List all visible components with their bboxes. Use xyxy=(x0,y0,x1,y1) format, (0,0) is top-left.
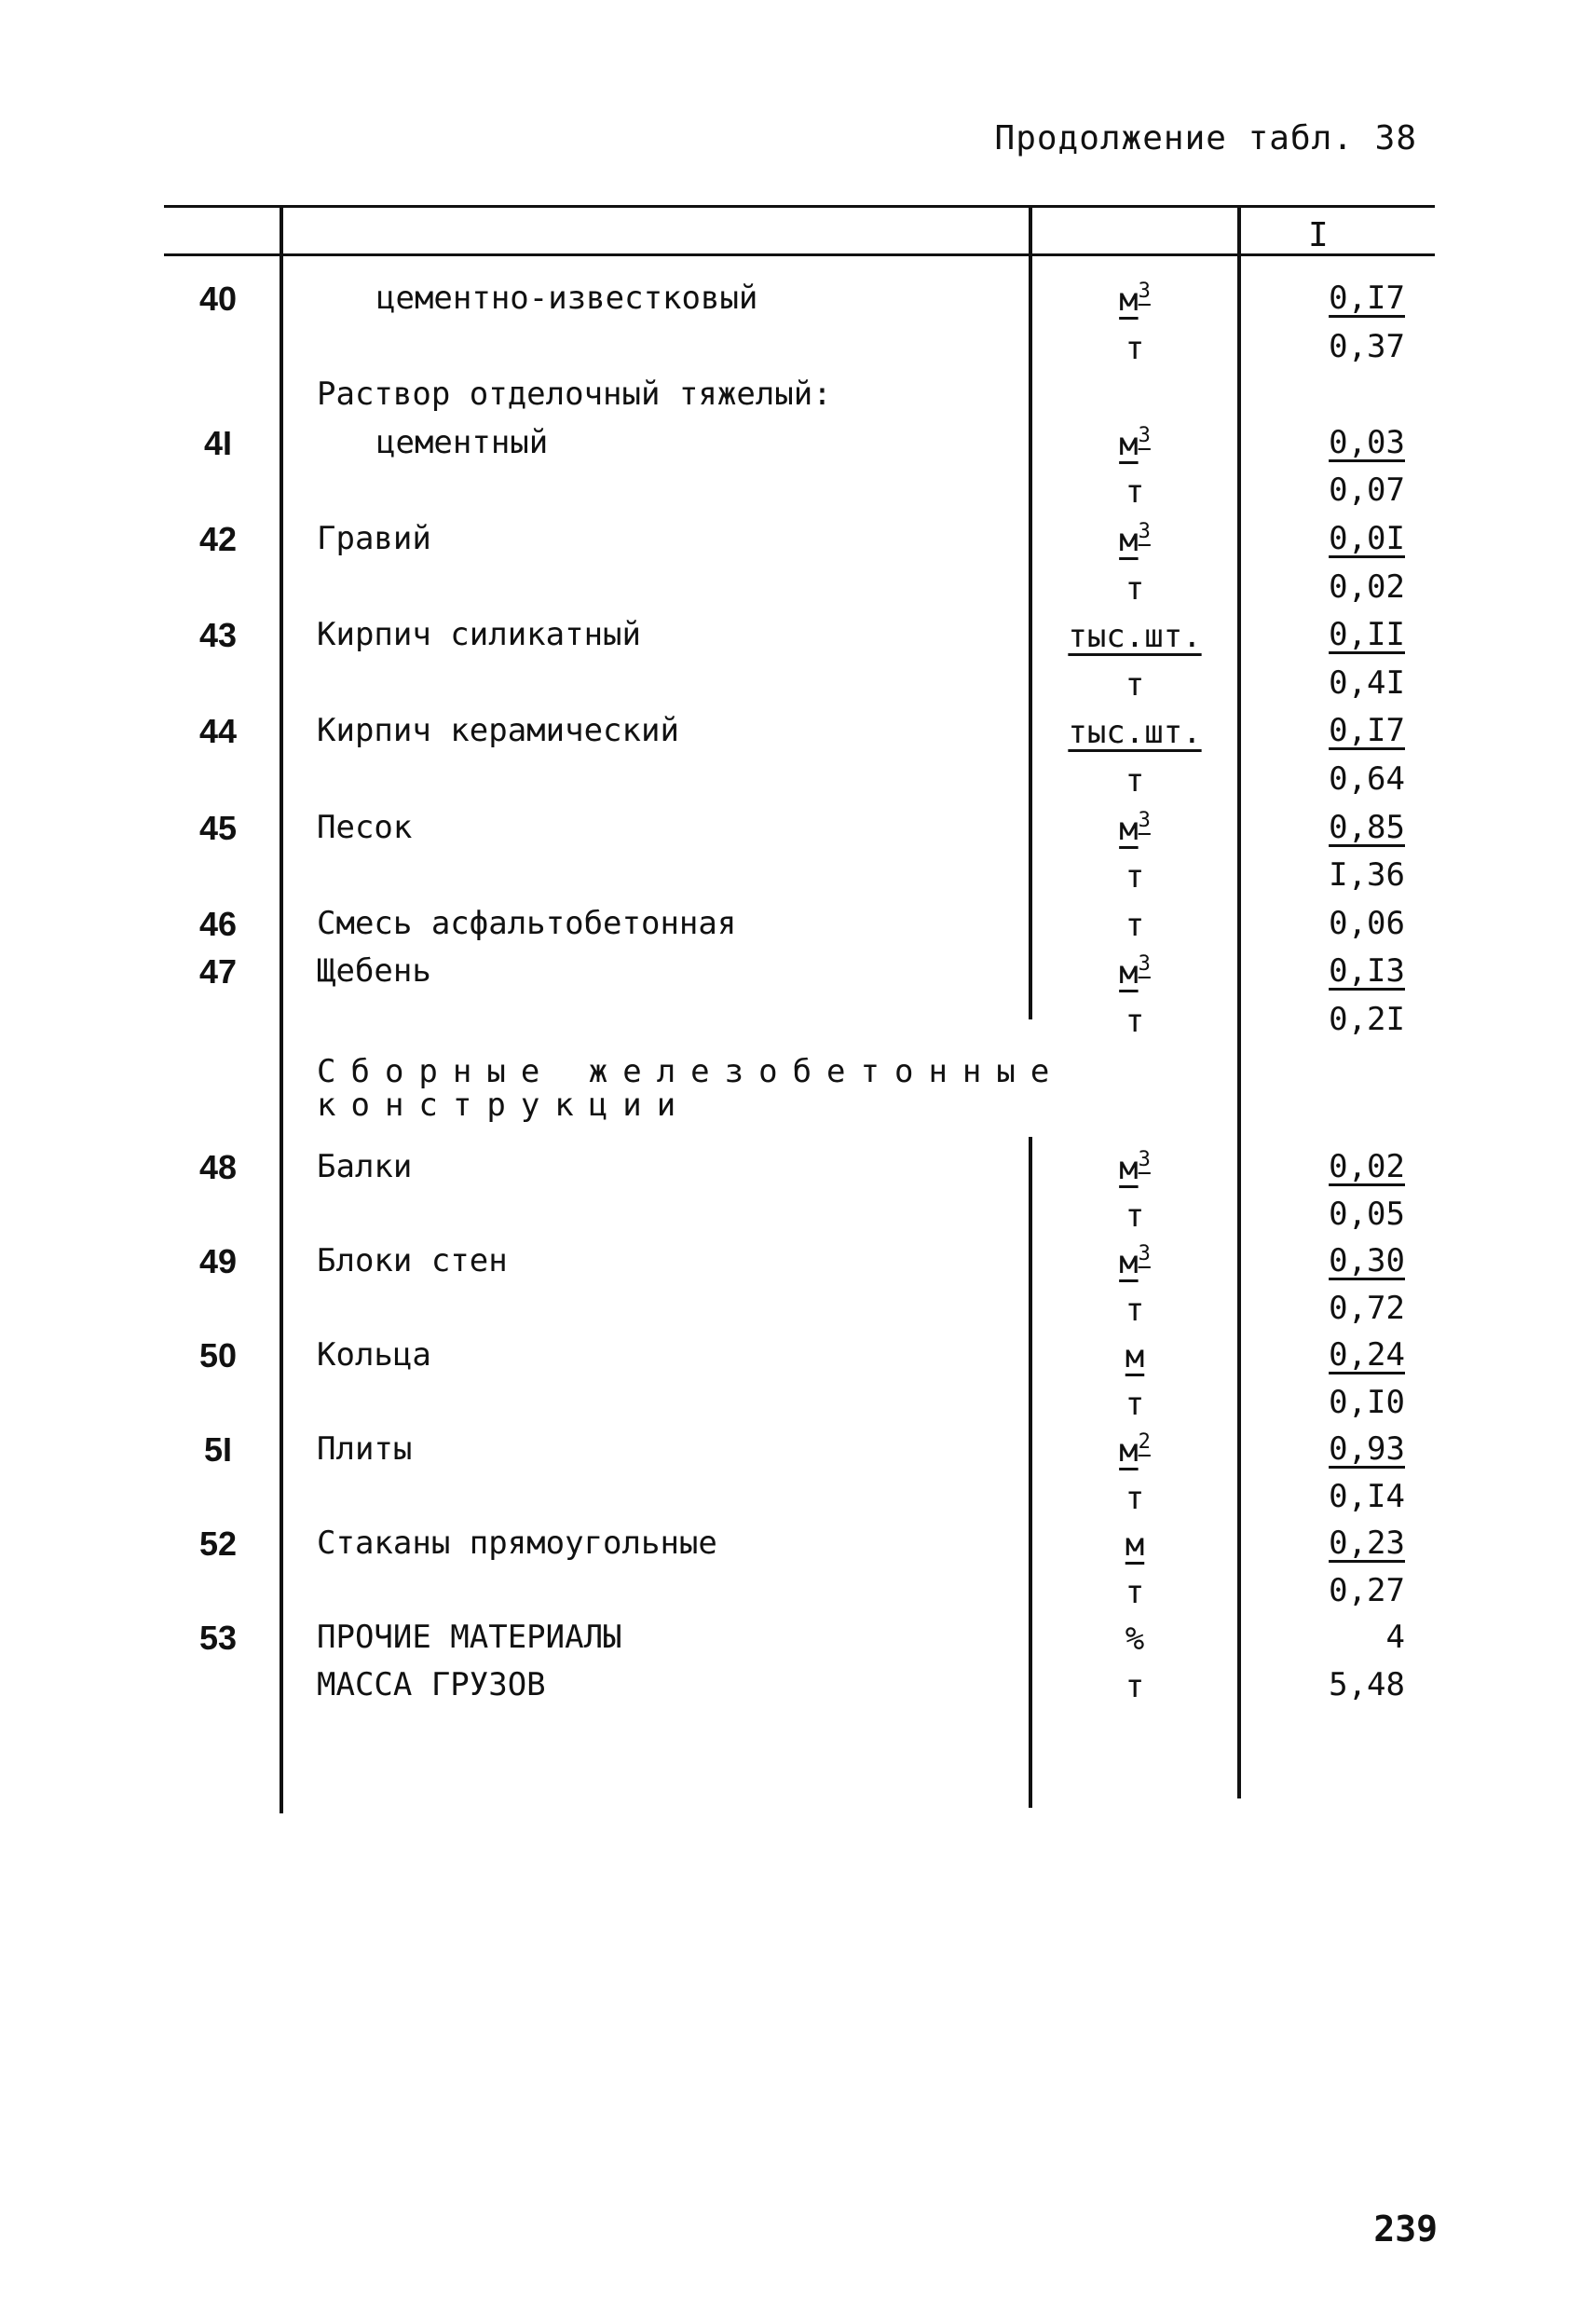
unit-exponent: 3 xyxy=(1138,952,1151,977)
value-text: 0,I0 xyxy=(1329,1383,1405,1421)
row-value xyxy=(1275,856,1405,894)
table-row xyxy=(0,1430,1596,1479)
row-unit xyxy=(1029,760,1241,800)
table-row xyxy=(0,856,1596,905)
row-name: ПРОЧИЕ МАТЕРИАЛЫ xyxy=(317,1619,622,1656)
row-unit xyxy=(1029,1619,1241,1658)
value-text: 0,23 xyxy=(1329,1525,1405,1562)
row-unit xyxy=(1029,1384,1241,1423)
row-unit xyxy=(1029,1336,1241,1375)
unit-text: т xyxy=(1125,762,1145,800)
row-unit xyxy=(1029,1478,1241,1517)
row-name: Стаканы прямоугольные xyxy=(317,1525,717,1562)
unit-exponent: 3 xyxy=(1138,808,1151,832)
row-unit xyxy=(1029,856,1241,896)
row-name: Смесь асфальтобетонная xyxy=(317,904,737,942)
row-number: 5I xyxy=(203,1430,233,1469)
row-unit xyxy=(1029,1572,1241,1611)
table-row xyxy=(0,809,1596,857)
unit-text: т xyxy=(1125,1479,1145,1517)
unit-exponent: 2 xyxy=(1138,1430,1151,1454)
row-name: Песок xyxy=(317,808,413,846)
value-text: 0,4I xyxy=(1329,663,1405,702)
row-unit xyxy=(1029,1242,1241,1281)
section-title: Сборные железобетонные конструкции xyxy=(317,1053,1065,1124)
value-text: 0,93 xyxy=(1329,1430,1405,1468)
row-name: Щебень xyxy=(317,952,431,991)
row-value xyxy=(1275,1242,1405,1279)
row-value xyxy=(1275,1430,1405,1468)
value-text: 0,07 xyxy=(1329,472,1405,510)
unit-text: тыс.шт. xyxy=(1068,618,1202,656)
table-row xyxy=(0,712,1596,760)
value-text: 0,2I xyxy=(1329,1001,1405,1038)
row-number: 45 xyxy=(198,808,238,847)
row-name: Раствор отделочный тяжелый: xyxy=(317,376,832,414)
row-number: 47 xyxy=(198,952,238,991)
row-name: Балки xyxy=(317,1148,413,1185)
row-unit xyxy=(1029,568,1241,608)
value-text: 0,24 xyxy=(1329,1336,1405,1374)
row-number: 49 xyxy=(198,1242,238,1280)
row-unit xyxy=(1029,328,1241,367)
row-number: 48 xyxy=(198,1148,238,1186)
unit-text: т xyxy=(1125,1197,1145,1235)
value-text: 4 xyxy=(1385,1619,1405,1656)
row-value xyxy=(1275,1336,1405,1374)
unit-text: т xyxy=(1125,906,1145,944)
table-row xyxy=(0,1478,1596,1526)
table-row xyxy=(0,1336,1596,1385)
row-unit xyxy=(1029,952,1241,991)
value-text: 0,0I xyxy=(1329,520,1405,557)
value-text: 0,72 xyxy=(1329,1289,1405,1327)
table-row xyxy=(0,1242,1596,1291)
row-unit xyxy=(1029,905,1241,944)
table-row xyxy=(0,1619,1596,1667)
table-row xyxy=(0,905,1596,953)
unit-text: % xyxy=(1125,1620,1145,1658)
row-unit xyxy=(1029,1430,1241,1470)
row-value xyxy=(1275,664,1405,702)
row-value xyxy=(1275,1148,1405,1185)
row-value xyxy=(1275,520,1405,557)
row-number: 44 xyxy=(198,712,238,751)
unit-exponent: 3 xyxy=(1138,520,1151,543)
unit-text: м xyxy=(1119,1432,1139,1470)
unit-text: м xyxy=(1119,522,1139,559)
row-unit xyxy=(1029,280,1241,319)
value-text: I,36 xyxy=(1329,856,1405,895)
row-value xyxy=(1275,568,1405,606)
row-unit xyxy=(1029,1666,1241,1705)
table-row xyxy=(0,328,1596,376)
table-row xyxy=(0,1572,1596,1620)
row-unit xyxy=(1029,424,1241,463)
row-name: Блоки стен xyxy=(317,1242,508,1279)
row-number: 53 xyxy=(198,1619,238,1657)
value-text: 0,06 xyxy=(1329,904,1405,942)
row-value xyxy=(1275,1384,1405,1421)
unit-exponent: 3 xyxy=(1138,1242,1151,1265)
table-row xyxy=(0,376,1596,424)
unit-text: т xyxy=(1125,1573,1145,1611)
value-text: 0,II xyxy=(1329,616,1405,654)
table-row xyxy=(0,616,1596,664)
header-rule xyxy=(164,253,1435,256)
row-unit xyxy=(1029,809,1241,848)
row-name: Гравий xyxy=(317,520,431,557)
unit-exponent: 3 xyxy=(1138,423,1151,447)
unit-text: м xyxy=(1119,1150,1139,1187)
row-number: 46 xyxy=(198,904,238,943)
row-value xyxy=(1275,472,1405,509)
unit-text: т xyxy=(1125,569,1145,608)
row-value xyxy=(1275,809,1405,846)
row-name: Кирпич керамический xyxy=(317,712,679,750)
row-number: 42 xyxy=(198,520,238,558)
unit-text: т xyxy=(1125,665,1145,704)
row-value xyxy=(1275,760,1405,798)
row-value xyxy=(1275,1619,1405,1656)
unit-exponent: 3 xyxy=(1138,280,1151,303)
column-header: I xyxy=(1308,216,1329,254)
row-value xyxy=(1275,616,1405,653)
value-text: 0,05 xyxy=(1329,1195,1405,1233)
table-row xyxy=(0,1666,1596,1715)
row-name: Плиты xyxy=(317,1430,413,1468)
value-text: 0,I7 xyxy=(1329,712,1405,750)
value-text: 0,37 xyxy=(1329,327,1405,365)
row-value xyxy=(1275,1196,1405,1233)
unit-text: т xyxy=(1125,858,1145,896)
row-name: цементный xyxy=(376,423,549,461)
unit-text: м xyxy=(1119,281,1139,319)
unit-text: т xyxy=(1125,1291,1145,1329)
table-row xyxy=(0,1001,1596,1049)
table-row xyxy=(0,520,1596,568)
row-unit xyxy=(1029,1001,1241,1040)
row-unit xyxy=(1029,520,1241,559)
value-text: 0,30 xyxy=(1329,1242,1405,1279)
table-row xyxy=(0,952,1596,1001)
row-value xyxy=(1275,1572,1405,1609)
value-text: 0,64 xyxy=(1329,760,1405,798)
value-text: 0,02 xyxy=(1329,1148,1405,1185)
table-caption: Продолжение табл. 38 xyxy=(994,119,1417,157)
row-value xyxy=(1275,905,1405,942)
table-row xyxy=(0,1290,1596,1338)
row-value xyxy=(1275,1001,1405,1038)
row-number: 43 xyxy=(198,616,238,655)
row-name: цементно-известковый xyxy=(376,280,758,317)
table-row xyxy=(0,760,1596,809)
value-text: 0,I4 xyxy=(1329,1477,1405,1515)
unit-text: т xyxy=(1125,1003,1145,1040)
row-value xyxy=(1275,280,1405,317)
row-number: 40 xyxy=(198,280,238,318)
row-name: Кольца xyxy=(317,1336,431,1374)
table-row xyxy=(0,1525,1596,1573)
row-value xyxy=(1275,1290,1405,1327)
page-number: 239 xyxy=(1373,2208,1438,2249)
unit-text: м xyxy=(1119,1244,1139,1281)
row-unit xyxy=(1029,1148,1241,1187)
row-value xyxy=(1275,328,1405,365)
table-row xyxy=(0,568,1596,617)
row-value xyxy=(1275,952,1405,990)
row-value xyxy=(1275,424,1405,461)
table-row xyxy=(0,1196,1596,1244)
row-unit xyxy=(1029,1290,1241,1329)
row-value xyxy=(1275,1478,1405,1515)
table-row xyxy=(0,664,1596,713)
value-text: 0,02 xyxy=(1329,567,1405,606)
table-row xyxy=(0,280,1596,328)
unit-exponent: 3 xyxy=(1138,1148,1151,1171)
unit-text: м xyxy=(1125,1338,1145,1375)
table-row xyxy=(0,1384,1596,1432)
top-rule xyxy=(164,205,1435,208)
unit-text: м xyxy=(1119,810,1139,848)
table-row xyxy=(0,472,1596,520)
value-text: 0,27 xyxy=(1329,1571,1405,1609)
row-name: Кирпич силикатный xyxy=(317,616,641,654)
row-value xyxy=(1275,712,1405,749)
unit-text: м xyxy=(1119,425,1139,463)
row-number: 4I xyxy=(203,423,233,462)
unit-text: т xyxy=(1125,473,1145,512)
row-unit xyxy=(1029,472,1241,511)
value-text: 0,I7 xyxy=(1329,280,1405,317)
row-number: 50 xyxy=(198,1336,238,1374)
table-row xyxy=(0,424,1596,472)
unit-text: т xyxy=(1125,329,1145,367)
row-unit xyxy=(1029,712,1241,751)
unit-text: м xyxy=(1125,1526,1145,1564)
unit-text: т xyxy=(1125,1667,1145,1705)
row-value xyxy=(1275,1666,1405,1703)
unit-text: тыс.шт. xyxy=(1068,714,1202,752)
row-unit xyxy=(1029,1196,1241,1235)
unit-text: т xyxy=(1125,1385,1145,1423)
row-unit xyxy=(1029,1525,1241,1564)
unit-text: м xyxy=(1119,954,1139,992)
row-unit xyxy=(1029,664,1241,704)
row-name: МАССА ГРУЗОВ xyxy=(317,1665,546,1703)
row-value xyxy=(1275,1525,1405,1562)
value-text: 0,85 xyxy=(1329,808,1405,846)
value-text: 5,48 xyxy=(1329,1665,1405,1703)
row-unit xyxy=(1029,616,1241,655)
value-text: 0,I3 xyxy=(1329,952,1405,991)
table-row xyxy=(0,1148,1596,1197)
row-number: 52 xyxy=(198,1525,238,1563)
value-text: 0,03 xyxy=(1329,423,1405,461)
